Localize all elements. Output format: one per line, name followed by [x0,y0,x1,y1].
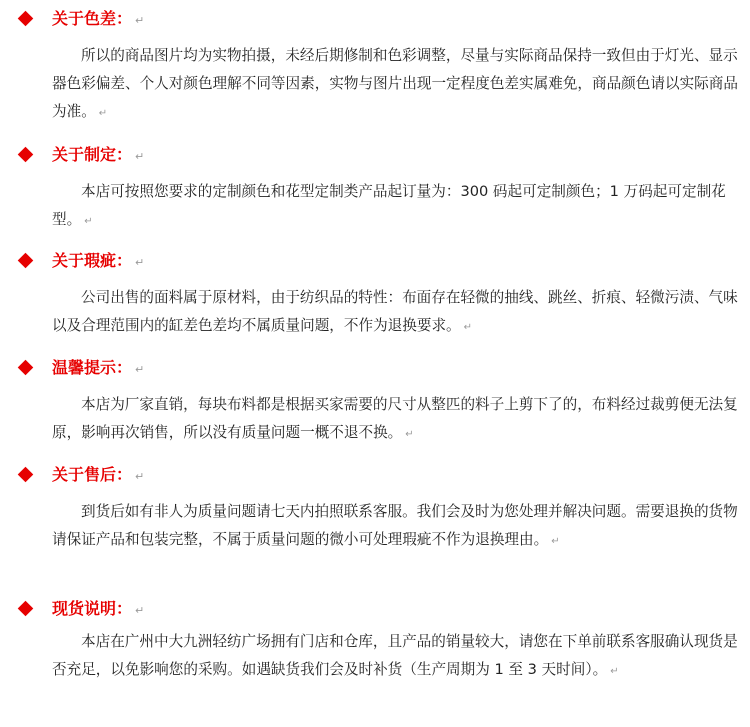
paragraph-mark-icon: ↵ [551,536,560,547]
section-customization [0,144,750,228]
section-defects [0,250,750,334]
section-title: 温馨提示： ↵ [52,358,145,377]
section-body: 到货后如有非人为质量问题请七天内拍照联系客服。我们会及时为您处理并解决问题。需要退换的货物请保证产品和包装完整，不属于质量问题的微小可处理瑕疵不作为退换理由。 ↵ [52,503,738,548]
paragraph-mark-icon: ↵ [610,666,619,677]
section-title: 关于瑕疵： ↵ [52,251,145,270]
paragraph-mark-icon: ↵ [463,322,473,333]
section-heading [0,250,750,274]
paragraph-mark-icon: ↵ [135,14,145,27]
section-after-sales [0,464,750,548]
diamond-bullet-icon [18,601,34,617]
section-title: 关于制定： ↵ [52,145,145,164]
paragraph-mark-icon: ↵ [405,429,414,440]
section-heading [0,357,750,381]
paragraph-mark-icon: ↵ [135,256,145,269]
section-title: 现货说明： ↵ [52,599,145,618]
diamond-bullet-icon [18,11,34,27]
section-title: 关于售后： ↵ [52,465,145,484]
section-heading [0,598,750,622]
paragraph-mark-icon: ↵ [84,216,93,227]
section-title: 关于色差： ↵ [52,9,145,28]
paragraph-mark-icon: ↵ [98,108,108,119]
section-heading [0,8,750,32]
diamond-bullet-icon [18,253,34,269]
section-body: 所以的商品图片均为实物拍摄，未经后期修制和色彩调整，尽量与实际商品保持一致但由于灯光、显示器色彩偏差、个人对颜色理解不同等因素，实物与图片出现一定程度色差实属难免，商品颜色请以实际商品为准。 ↵ [52,47,738,120]
section-color-difference [0,8,750,120]
section-body: 本店为厂家直销，每块布料都是根据买家需要的尺寸从整匹的料子上剪下了的，布料经过裁剪便无法复原，影响再次销售，所以没有质量问题一概不退不换。 ↵ [52,396,738,441]
section-heading [0,144,750,168]
paragraph-mark-icon: ↵ [135,604,145,617]
diamond-bullet-icon [18,467,34,483]
paragraph-mark-icon: ↵ [135,470,145,483]
section-stock-info [0,598,750,678]
paragraph-mark-icon: ↵ [135,150,145,163]
section-body: 本店在广州中大九洲轻纺广场拥有门店和仓库，且产品的销量较大，请您在下单前联系客服确认现货是否充足，以免影响您的采购。如遇缺货我们会及时补货（生产周期为 1 至 3 天时间）。 ↵ [52,633,738,678]
paragraph-mark-icon: ↵ [135,363,145,376]
section-reminder [0,357,750,441]
section-body: 公司出售的面料属于原材料，由于纺织品的特性：布面存在轻微的抽线、跳丝、折痕、轻微污渍、气味以及合理范围内的缸差色差均不属质量问题，不作为退换要求。 ↵ [52,289,738,334]
section-heading [0,464,750,488]
diamond-bullet-icon [18,147,34,163]
diamond-bullet-icon [18,360,34,376]
section-body: 本店可按照您要求的定制颜色和花型定制类产品起订量为：300 码起可定制颜色；1 万码起可定制花型。 ↵ [52,183,726,228]
